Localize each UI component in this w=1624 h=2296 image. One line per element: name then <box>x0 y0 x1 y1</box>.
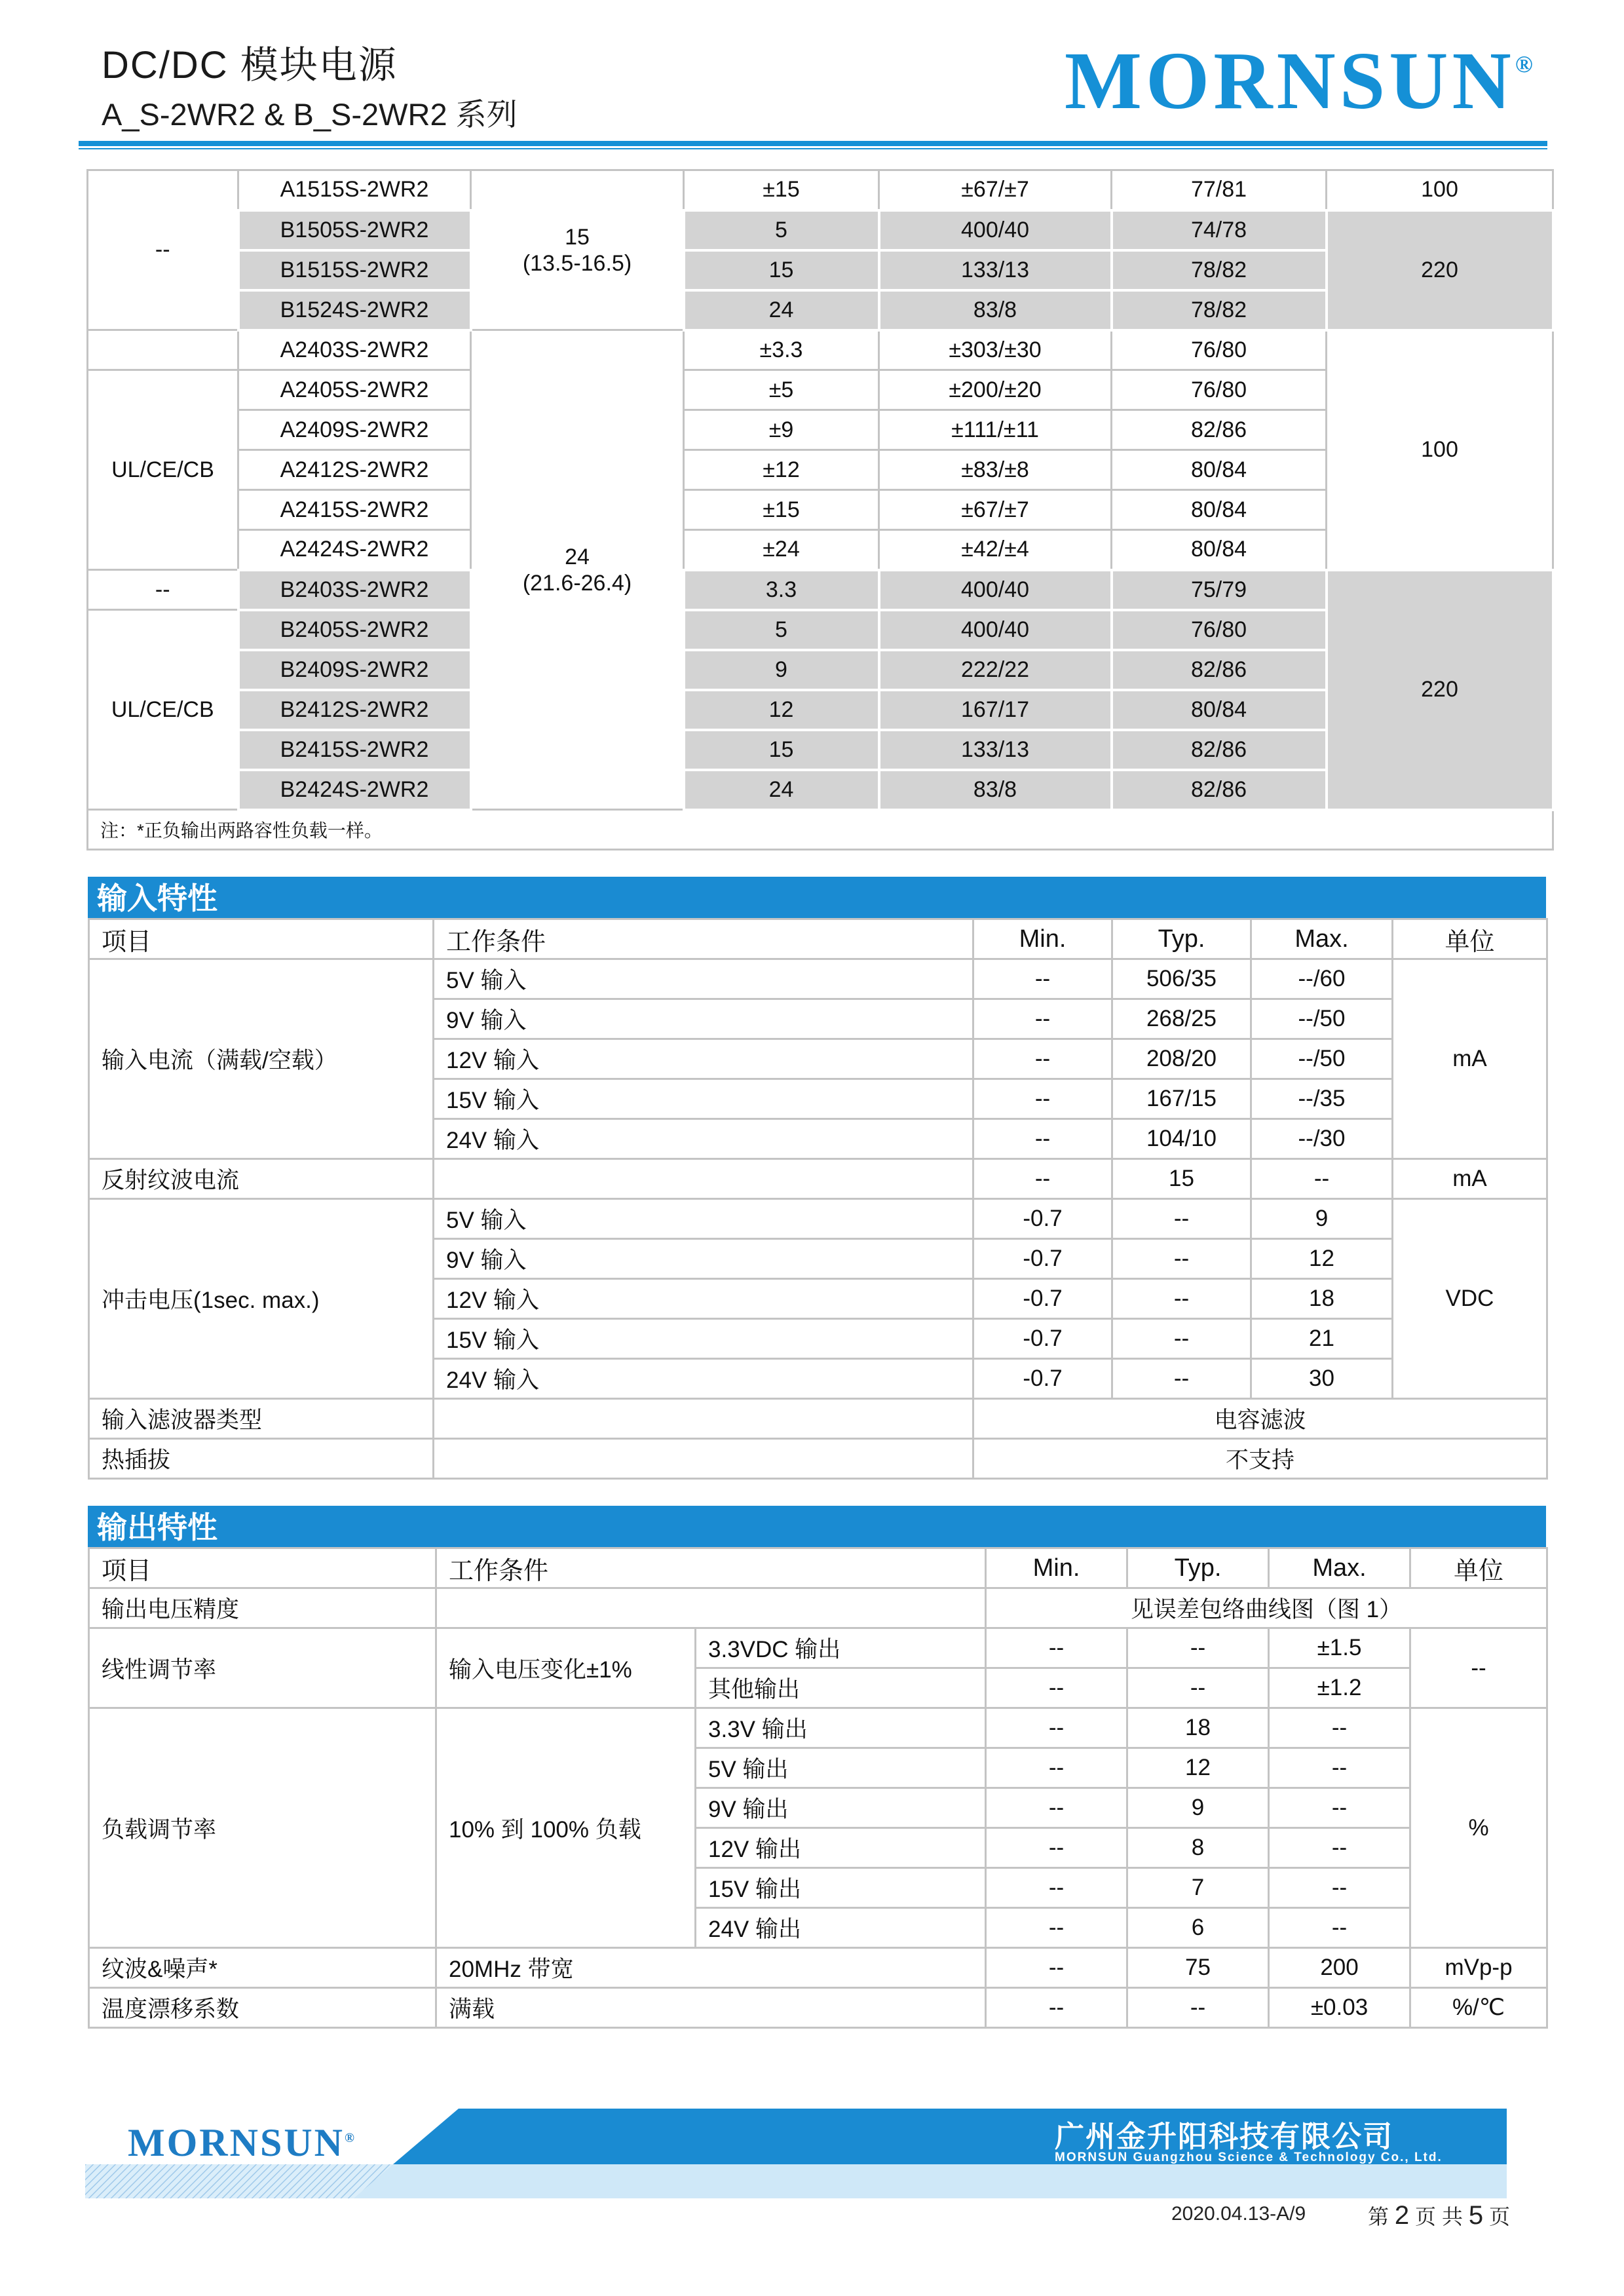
eff-cell: 76/80 <box>1112 610 1327 650</box>
model-cell: B1515S-2WR2 <box>238 250 471 290</box>
model-cell: A2424S-2WR2 <box>238 530 471 570</box>
min-cell: -- <box>986 1748 1127 1788</box>
cond-cell: 9V 输入 <box>434 1239 973 1279</box>
subcond-cell: 3.3V 输出 <box>696 1708 986 1748</box>
max-cell: ±0.03 <box>1269 1988 1410 2028</box>
iout-cell: ±42/±4 <box>879 530 1112 570</box>
model-cell: B1524S-2WR2 <box>238 290 471 330</box>
table-row <box>89 1588 1547 1628</box>
param-label: 温度漂移系数 <box>89 1988 436 2028</box>
max-cell: 200 <box>1269 1948 1410 1988</box>
header-cell: Typ. <box>1127 1548 1269 1588</box>
table-row <box>88 570 1553 610</box>
cert-cell: UL/CE/CB <box>88 370 238 570</box>
model-cell: B2415S-2WR2 <box>238 730 471 770</box>
max-cell: 21 <box>1251 1319 1393 1359</box>
eff-cell: 77/81 <box>1112 170 1327 210</box>
cond-cell: 12V 输入 <box>434 1279 973 1319</box>
unit-cell: % <box>1410 1708 1547 1948</box>
typ-cell: -- <box>1112 1319 1251 1359</box>
max-cell: -- <box>1269 1908 1410 1948</box>
model-cell: B2409S-2WR2 <box>238 650 471 690</box>
brand-logo <box>1065 36 1533 126</box>
vout-cell: ±3.3 <box>684 330 879 370</box>
iout-cell: 400/40 <box>879 610 1112 650</box>
cond-cell: 15V 输入 <box>434 1319 973 1359</box>
param-label: 输入滤波器类型 <box>89 1399 434 1439</box>
cond-cell: 输入电压变化±1% <box>436 1628 696 1708</box>
cond-cell: 满载 <box>436 1988 986 2028</box>
header-cell: 项目 <box>89 1548 436 1588</box>
model-cell: A2409S-2WR2 <box>238 410 471 450</box>
cap-cell: 220 <box>1327 570 1553 810</box>
iout-cell: ±83/±8 <box>879 450 1112 490</box>
vout-cell: 15 <box>684 250 879 290</box>
subcond-cell: 24V 输出 <box>696 1908 986 1948</box>
iout-cell: 400/40 <box>879 570 1112 610</box>
param-label: 输入电流（满载/空载） <box>89 959 434 1159</box>
typ-cell: 104/10 <box>1112 1119 1251 1159</box>
param-label: 负载调节率 <box>89 1708 436 1948</box>
series-title: A_S-2WR2 & B_S-2WR2 系列 <box>102 97 518 132</box>
table-row <box>89 1708 1547 1748</box>
iout-cell: ±67/±7 <box>879 490 1112 530</box>
vin-cell: 15 (13.5-16.5) <box>471 170 684 330</box>
eff-cell: 80/84 <box>1112 450 1327 490</box>
max-cell: 12 <box>1251 1239 1393 1279</box>
model-cell: A2415S-2WR2 <box>238 490 471 530</box>
footer-registered-mark: ® <box>345 2131 356 2145</box>
model-cell: A2405S-2WR2 <box>238 370 471 410</box>
min-cell: -- <box>973 999 1112 1039</box>
typ-cell: 167/15 <box>1112 1079 1251 1119</box>
typ-cell: 208/20 <box>1112 1039 1251 1079</box>
eff-cell: 78/82 <box>1112 250 1327 290</box>
table-row <box>89 1628 1547 1668</box>
input-section-title: 输入特性 <box>88 877 1546 920</box>
header-cell: Max. <box>1251 919 1393 959</box>
eff-cell: 76/80 <box>1112 370 1327 410</box>
unit-cell: VDC <box>1393 1199 1547 1399</box>
eff-cell: 82/86 <box>1112 770 1327 810</box>
table-row <box>89 1439 1547 1479</box>
header-cell: 项目 <box>89 919 434 959</box>
table-row <box>88 170 1553 210</box>
footer-logo-text: MORNSUN <box>128 2121 345 2164</box>
max-cell: --/50 <box>1251 1039 1393 1079</box>
value-cell: 见误差包络曲线图（图 1） <box>986 1588 1547 1628</box>
iout-cell: 222/22 <box>879 650 1112 690</box>
typ-cell: 268/25 <box>1112 999 1251 1039</box>
header-cell: 工作条件 <box>436 1548 986 1588</box>
iout-cell: ±200/±20 <box>879 370 1112 410</box>
table-row <box>88 210 1553 250</box>
typ-cell: -- <box>1112 1279 1251 1319</box>
max-cell: 9 <box>1251 1199 1393 1239</box>
max-cell: ±1.2 <box>1269 1668 1410 1708</box>
cond-cell: 5V 输入 <box>434 1199 973 1239</box>
eff-cell: 75/79 <box>1112 570 1327 610</box>
header-cell: Max. <box>1269 1548 1410 1588</box>
table-row <box>89 1159 1547 1199</box>
typ-cell: 75 <box>1127 1948 1269 1988</box>
eff-cell: 80/84 <box>1112 530 1327 570</box>
input-table <box>88 918 1548 1480</box>
cert-cell: UL/CE/CB <box>88 610 238 810</box>
footer-light-band <box>85 2164 1507 2198</box>
typ-cell: -- <box>1127 1988 1269 2028</box>
page-number <box>1368 2200 1510 2230</box>
cond-cell: 5V 输入 <box>434 959 973 999</box>
table-row <box>89 1399 1547 1439</box>
cap-cell: 220 <box>1327 210 1553 330</box>
eff-cell: 82/86 <box>1112 730 1327 770</box>
subcond-cell: 5V 输出 <box>696 1748 986 1788</box>
typ-cell: -- <box>1112 1359 1251 1399</box>
cert-cell: -- <box>88 170 238 330</box>
min-cell: -- <box>986 1828 1127 1868</box>
vout-cell: ±5 <box>684 370 879 410</box>
vout-cell: 24 <box>684 290 879 330</box>
max-cell: 18 <box>1251 1279 1393 1319</box>
typ-cell: -- <box>1112 1199 1251 1239</box>
vout-cell: ±9 <box>684 410 879 450</box>
header-cell: 工作条件 <box>434 919 973 959</box>
vout-cell: 15 <box>684 730 879 770</box>
typ-cell: -- <box>1127 1668 1269 1708</box>
min-cell: -- <box>986 1948 1127 1988</box>
max-cell: -- <box>1269 1708 1410 1748</box>
model-cell: A2403S-2WR2 <box>238 330 471 370</box>
typ-cell: 7 <box>1127 1868 1269 1908</box>
cond-cell: 24V 输入 <box>434 1119 973 1159</box>
cond-cell: 20MHz 带宽 <box>436 1948 986 1988</box>
footer-logo <box>128 2115 356 2166</box>
typ-cell: -- <box>1112 1239 1251 1279</box>
cond-cell: 24V 输入 <box>434 1359 973 1399</box>
min-cell: -- <box>986 1708 1127 1748</box>
doc-date: 2020.04.13-A/9 <box>1171 2203 1306 2225</box>
header-cell: Min. <box>986 1548 1127 1588</box>
vout-cell: 3.3 <box>684 570 879 610</box>
table-row <box>88 330 1553 370</box>
vin-cell: 24 (21.6-26.4) <box>471 330 684 810</box>
header-rule-thin <box>79 148 1547 149</box>
company-name-en: MORNSUN Guangzhou Science & Technology Co., Ltd. <box>1055 2151 1443 2164</box>
table-row <box>89 1199 1547 1239</box>
value-cell: 电容滤波 <box>973 1399 1547 1439</box>
param-label: 热插拔 <box>89 1439 434 1479</box>
min-cell: -- <box>986 1668 1127 1708</box>
eff-cell: 82/86 <box>1112 410 1327 450</box>
model-cell: B1505S-2WR2 <box>238 210 471 250</box>
max-cell: -- <box>1269 1788 1410 1828</box>
vout-cell: 12 <box>684 690 879 730</box>
page-prefix: 第 <box>1368 2205 1389 2229</box>
eff-cell: 74/78 <box>1112 210 1327 250</box>
max-cell: -- <box>1269 1748 1410 1788</box>
iout-cell: 83/8 <box>879 770 1112 810</box>
vout-cell: ±12 <box>684 450 879 490</box>
typ-cell: 506/35 <box>1112 959 1251 999</box>
cap-cell: 100 <box>1327 170 1553 210</box>
vout-cell: 9 <box>684 650 879 690</box>
iout-cell: ±303/±30 <box>879 330 1112 370</box>
eff-cell: 80/84 <box>1112 690 1327 730</box>
min-cell: -- <box>986 1908 1127 1948</box>
iout-cell: 133/13 <box>879 730 1112 770</box>
vout-cell: ±24 <box>684 530 879 570</box>
model-cell: B2424S-2WR2 <box>238 770 471 810</box>
typ-cell: 9 <box>1127 1788 1269 1828</box>
max-cell: -- <box>1269 1828 1410 1868</box>
max-cell: -- <box>1269 1868 1410 1908</box>
vout-cell: 24 <box>684 770 879 810</box>
table-note: 注：*正负输出两路容性负载一样。 <box>88 810 1553 850</box>
cert-cell <box>88 330 238 370</box>
page-total: 5 <box>1468 2201 1484 2230</box>
max-cell: --/30 <box>1251 1119 1393 1159</box>
value-cell: 不支持 <box>973 1439 1547 1479</box>
max-cell: --/60 <box>1251 959 1393 999</box>
min-cell: -0.7 <box>973 1239 1112 1279</box>
table-row <box>89 1948 1547 1988</box>
cond-cell: 10% 到 100% 负载 <box>436 1708 696 1948</box>
iout-cell: 167/17 <box>879 690 1112 730</box>
min-cell: -0.7 <box>973 1279 1112 1319</box>
cond-cell <box>434 1159 973 1199</box>
eff-cell: 76/80 <box>1112 330 1327 370</box>
vout-cell: ±15 <box>684 170 879 210</box>
model-cell: B2405S-2WR2 <box>238 610 471 650</box>
eff-cell: 82/86 <box>1112 650 1327 690</box>
subcond-cell: 3.3VDC 输出 <box>696 1628 986 1668</box>
min-cell: -- <box>973 1039 1112 1079</box>
registered-mark: ® <box>1515 51 1533 77</box>
cond-cell: 12V 输入 <box>434 1039 973 1079</box>
iout-cell: 83/8 <box>879 290 1112 330</box>
header-cell: Min. <box>973 919 1112 959</box>
min-cell: -- <box>986 1988 1127 2028</box>
min-cell: -- <box>973 1119 1112 1159</box>
output-section-title: 输出特性 <box>88 1506 1546 1549</box>
param-label: 输出电压精度 <box>89 1588 436 1628</box>
model-table <box>86 169 1555 851</box>
model-cell: B2403S-2WR2 <box>238 570 471 610</box>
header-cell: Typ. <box>1112 919 1251 959</box>
subcond-cell: 15V 输出 <box>696 1868 986 1908</box>
page-mid: 页 共 <box>1415 2205 1463 2229</box>
table-row <box>89 959 1547 999</box>
eff-cell: 78/82 <box>1112 290 1327 330</box>
cond-cell <box>436 1588 986 1628</box>
min-cell: -0.7 <box>973 1319 1112 1359</box>
subcond-cell: 9V 输出 <box>696 1788 986 1828</box>
subcond-cell: 12V 输出 <box>696 1828 986 1868</box>
company-name-cn: 广州金升阳科技有限公司 <box>1055 2120 1394 2153</box>
max-cell: ±1.5 <box>1269 1628 1410 1668</box>
cond-cell: 15V 输入 <box>434 1079 973 1119</box>
page-current: 2 <box>1394 2201 1410 2230</box>
unit-cell: mA <box>1393 1159 1547 1199</box>
unit-cell: -- <box>1410 1628 1547 1708</box>
typ-cell: -- <box>1127 1628 1269 1668</box>
param-label: 线性调节率 <box>89 1628 436 1708</box>
header-rule <box>79 141 1547 146</box>
vout-cell: 5 <box>684 610 879 650</box>
table-header <box>89 1548 1547 1588</box>
cond-cell <box>434 1399 973 1439</box>
min-cell: -- <box>986 1628 1127 1668</box>
unit-cell: %/℃ <box>1410 1988 1547 2028</box>
param-label: 纹波&噪声* <box>89 1948 436 1988</box>
cert-cell: -- <box>88 570 238 610</box>
typ-cell: 6 <box>1127 1908 1269 1948</box>
unit-cell: mVp-p <box>1410 1948 1547 1988</box>
min-cell: -- <box>973 1159 1112 1199</box>
eff-cell: 80/84 <box>1112 490 1327 530</box>
vout-cell: ±15 <box>684 490 879 530</box>
cap-cell: 100 <box>1327 330 1553 570</box>
subcond-cell: 其他输出 <box>696 1668 986 1708</box>
cond-cell <box>434 1439 973 1479</box>
min-cell: -- <box>973 959 1112 999</box>
model-cell: B2412S-2WR2 <box>238 690 471 730</box>
table-header <box>89 919 1547 959</box>
max-cell: --/35 <box>1251 1079 1393 1119</box>
max-cell: -- <box>1251 1159 1393 1199</box>
typ-cell: 8 <box>1127 1828 1269 1868</box>
unit-cell: mA <box>1393 959 1547 1159</box>
table-row <box>89 1988 1547 2028</box>
param-label: 反射纹波电流 <box>89 1159 434 1199</box>
param-label: 冲击电压(1sec. max.) <box>89 1199 434 1399</box>
iout-cell: ±111/±11 <box>879 410 1112 450</box>
typ-cell: 15 <box>1112 1159 1251 1199</box>
min-cell: -- <box>973 1079 1112 1119</box>
typ-cell: 12 <box>1127 1748 1269 1788</box>
min-cell: -- <box>986 1868 1127 1908</box>
table-row <box>88 810 1553 850</box>
brand-logo-text: MORNSUN <box>1065 36 1515 126</box>
iout-cell: 133/13 <box>879 250 1112 290</box>
doc-title: DC/DC 模块电源 <box>102 44 398 86</box>
min-cell: -- <box>986 1788 1127 1828</box>
page-suffix: 页 <box>1488 2205 1510 2229</box>
vout-cell: 5 <box>684 210 879 250</box>
iout-cell: 400/40 <box>879 210 1112 250</box>
header-cell: 单位 <box>1393 919 1547 959</box>
model-cell: A2412S-2WR2 <box>238 450 471 490</box>
cond-cell: 9V 输入 <box>434 999 973 1039</box>
max-cell: 30 <box>1251 1359 1393 1399</box>
iout-cell: ±67/±7 <box>879 170 1112 210</box>
max-cell: --/50 <box>1251 999 1393 1039</box>
model-cell: A1515S-2WR2 <box>238 170 471 210</box>
typ-cell: 18 <box>1127 1708 1269 1748</box>
header-cell: 单位 <box>1410 1548 1547 1588</box>
output-table <box>88 1547 1548 2029</box>
min-cell: -0.7 <box>973 1359 1112 1399</box>
min-cell: -0.7 <box>973 1199 1112 1239</box>
